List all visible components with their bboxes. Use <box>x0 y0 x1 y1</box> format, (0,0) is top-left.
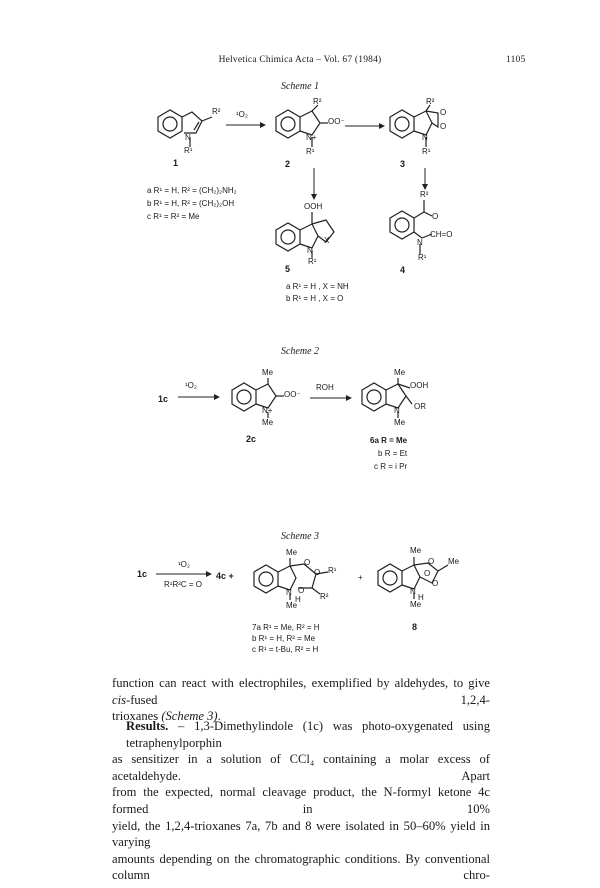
o-label: O <box>432 212 439 221</box>
journal-title: Helvetica Chimica Acta – Vol. 67 (1984) <box>218 55 382 65</box>
start-1c-label: 1c <box>137 569 148 579</box>
scheme-3-title: Scheme 3 <box>280 531 320 542</box>
methyl-label: Me <box>394 418 406 427</box>
o-label: O <box>314 568 321 577</box>
compound-5-structure <box>268 196 358 271</box>
text-run: . <box>217 709 221 724</box>
subst-7b: b R¹ = H, R² = Me <box>252 634 316 643</box>
text-line: as sensitizer in a solution of CCl₄ containing a molar excess of acetaldehyde. Apart <box>112 752 490 783</box>
compound-4-structure <box>384 190 474 271</box>
compound-1-structure <box>140 95 230 170</box>
carbonyl-reagent: R¹R²C = O <box>164 580 202 589</box>
reaction-arrow <box>420 168 430 190</box>
plus-sign: + <box>358 573 363 582</box>
n-label: N <box>422 133 428 142</box>
methyl-label: Me <box>262 368 274 377</box>
compound-1-substituents <box>147 184 237 223</box>
h-label: H <box>418 593 424 602</box>
n-label: N <box>307 246 313 255</box>
subst-5b: b R¹ = H , X = O <box>286 294 344 303</box>
page-number: 1105 <box>506 55 526 65</box>
subst-7a-text: 7a R¹ = Me, R² = H <box>252 623 320 632</box>
o-label: O <box>424 569 431 578</box>
compound-2-structure <box>268 95 358 170</box>
scheme-1-title: Scheme 1 <box>280 81 320 92</box>
compound-7-substituents <box>252 622 318 655</box>
methyl-label: Me <box>286 601 298 610</box>
hydroperoxy-label: OOH <box>304 202 323 211</box>
scheme-2-title: Scheme 2 <box>280 346 320 357</box>
methyl-label: Me <box>262 418 274 427</box>
subst-6c: c R = i Pr <box>374 462 408 471</box>
r1-label: R¹ <box>308 257 317 266</box>
subst-6a: 6a R = Me <box>370 436 408 445</box>
formyl-label: CH=O <box>430 230 453 239</box>
start-1c-label: 1c <box>158 394 169 404</box>
methyl-label: Me <box>410 546 422 555</box>
r2-label: R² <box>320 592 329 601</box>
text-run: trioxanes <box>112 709 162 724</box>
alcohol-reagent: ROH <box>316 383 334 392</box>
r2-label: R² <box>313 97 322 106</box>
compound-6-substituents <box>370 434 407 473</box>
compound-7-structure <box>248 548 358 623</box>
n-label: N <box>417 238 423 247</box>
o-label: O <box>304 558 311 567</box>
compound-6-structure <box>356 368 456 439</box>
o-label: O <box>298 586 305 595</box>
o-label: O <box>428 557 435 566</box>
o-label: O <box>440 122 447 131</box>
text-run: function can react with electrophiles, exemplified by aldehydes, to give <box>112 676 490 690</box>
text-run: (Scheme 3) <box>161 709 218 724</box>
text-line: yield, the 1,2,4-trioxanes 7a, 7b and 8 were isolated in 50–60% yield in varying <box>112 818 490 850</box>
body-paragraph-2 <box>112 718 490 884</box>
n-label: N <box>286 588 292 597</box>
methyl-label: Me <box>286 548 298 557</box>
reaction-arrow <box>156 569 212 579</box>
compound-2c-structure <box>226 368 316 439</box>
singlet-oxygen-reagent: ¹O₂ <box>178 560 190 569</box>
compound-3-label: 3 <box>400 159 406 169</box>
n-label: N <box>410 587 416 596</box>
methyl-label: Me <box>394 368 406 377</box>
subst-7c: c R¹ = t-Bu, R² = H <box>252 645 319 654</box>
r1-label: R¹ <box>422 147 431 156</box>
compound-5-substituents <box>286 281 349 305</box>
text-run: – 1,3-Dimethylindole (1c) was photo-oxygenated using tetraphenylporphin <box>126 719 490 750</box>
compound-1-label: 1 <box>173 158 179 168</box>
text-line <box>112 718 490 751</box>
reaction-arrow <box>345 121 385 131</box>
subst-5a: a R¹ = H , X = NH <box>286 282 349 291</box>
n-plus-label: N+ <box>306 133 317 142</box>
r1-label: R¹ <box>306 147 315 156</box>
product-4c-label: 4c + <box>216 571 234 581</box>
methyl-label: Me <box>410 600 422 609</box>
compound-2c-label: 2c <box>246 434 257 444</box>
r1-label: R¹ <box>328 566 337 575</box>
compound-2-label: 2 <box>285 159 291 169</box>
text-line: amounts depending on the chromatographic conditions. By conventional column chro- <box>112 851 490 883</box>
alkoxy-label: OR <box>414 402 426 411</box>
text-run: cis <box>112 692 126 707</box>
r1-label: R¹ <box>418 253 427 262</box>
compound-4-label: 4 <box>400 265 406 275</box>
text-run: -fused 1,2,4- <box>126 692 490 707</box>
n-label: N <box>185 133 191 142</box>
peroxide-anion-label: OO⁻ <box>284 390 301 399</box>
reaction-arrow <box>310 393 352 403</box>
compound-8-label: 8 <box>412 622 418 632</box>
r2-label: R² <box>426 97 435 106</box>
peroxide-anion-label: OO⁻ <box>328 117 345 126</box>
page-header <box>0 55 600 69</box>
subst-1b: b R¹ = H, R² = (CH₂)₂OH <box>147 199 235 208</box>
n-plus-label: N+ <box>262 406 273 415</box>
reaction-arrow <box>226 120 266 130</box>
subst-1a: a R¹ = H, R² = (CH₂)₂NH₂ <box>147 186 237 195</box>
singlet-oxygen-reagent: ¹O₂ <box>236 110 248 119</box>
o-label: O <box>440 108 447 117</box>
subst-6b: b R = Et <box>378 449 408 458</box>
compound-8-structure <box>372 545 472 620</box>
r2-label: R² <box>420 190 429 199</box>
r2-label: R² <box>212 107 221 116</box>
h-label: H <box>295 595 301 604</box>
hydroperoxy-label: OOH <box>410 381 429 390</box>
o-label: O <box>432 579 439 588</box>
subst-1c: c R¹ = R² = Me <box>147 212 200 221</box>
reaction-arrow <box>178 392 220 402</box>
compound-3-structure <box>384 95 474 170</box>
text-line <box>112 675 490 708</box>
section-heading-results: Results. <box>126 719 169 733</box>
singlet-oxygen-reagent: ¹O₂ <box>185 381 197 390</box>
text-line: from the expected, normal cleavage product, the N-formyl ketone 4c formed in 10% <box>112 785 490 816</box>
n-label: N <box>394 406 400 415</box>
methyl-label: Me <box>448 557 460 566</box>
x-label: X <box>324 236 330 245</box>
r1-label: R¹ <box>184 146 193 155</box>
compound-5-label: 5 <box>285 264 291 274</box>
